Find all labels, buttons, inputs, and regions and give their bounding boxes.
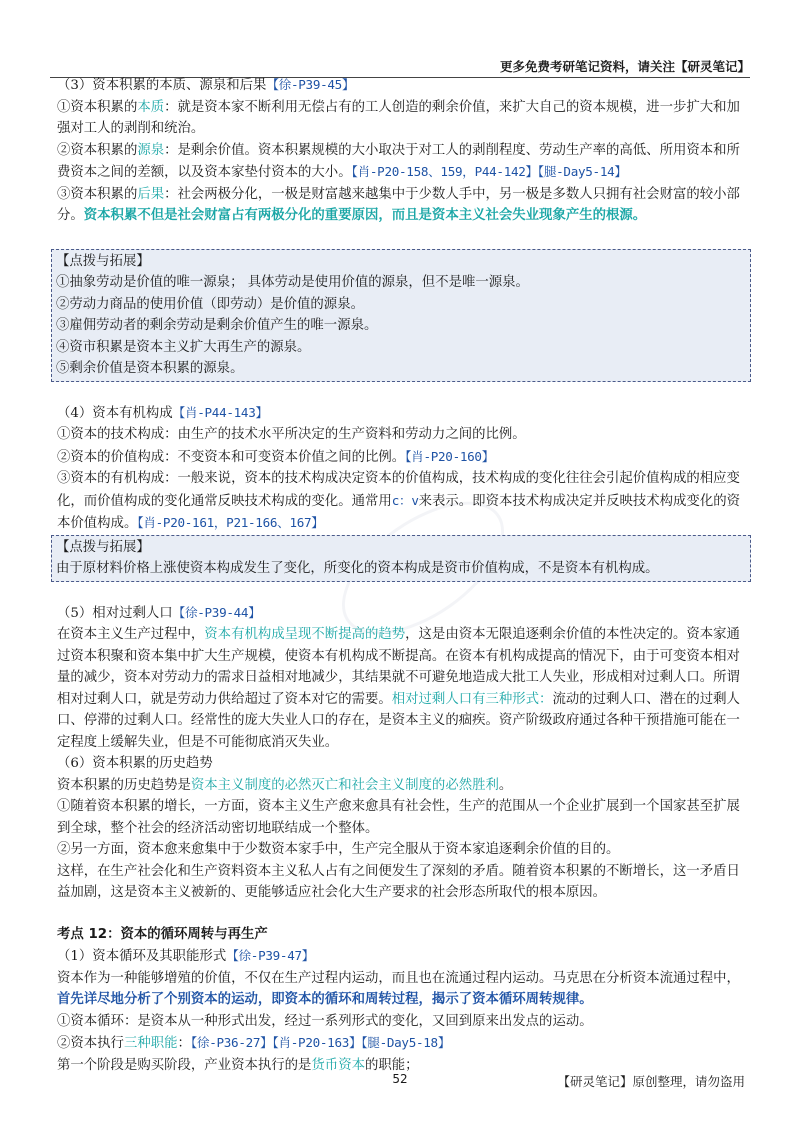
ref-tag: 【肖-P44-143】 [172, 404, 268, 420]
tip-item: 由于原材料价格上涨使资本构成发生了变化，所变化的资本构成是资市价值构成，不是资本有机构成。 [56, 561, 659, 576]
sec6-para-2: ②另一方面，资本愈来愈集中于少数资本家手中，生产完全服从于资本家追逐剩余价值的目的。 [57, 842, 620, 857]
ref-tag: 【肖-P20-158、159，P44-142】【腿-Day5-14】 [351, 164, 627, 179]
kp12-para-4: 第一个阶段是购买阶段，产业资本执行的是货币资本的职能； [57, 1057, 419, 1073]
ref-tag: 【徐-P39-45】 [266, 77, 355, 92]
sec6-title: （6）资本积累的历史趋势 [57, 756, 213, 771]
tip-item: ③雇佣劳动者的剩余劳动是剩余价值产生的唯一源泉。 [56, 318, 378, 333]
sec4-para-technical: ①资本的技术构成：由生产的技术水平所决定的生产资料和劳动力之间的比例。 [57, 427, 526, 442]
kp12-title: 考点 12：资本的循环周转与再生产 [57, 926, 268, 942]
sec4-title: （4）资本有机构成【肖-P44-143】 [57, 404, 268, 421]
tip-box-title: 【点拨与拓展】 [56, 539, 150, 555]
formula: c：v [391, 492, 419, 508]
sec5-title: （5）相对过剩人口【徐-P39-44】 [57, 604, 261, 621]
page-header: 更多免费考研笔记资料，请关注【研灵笔记】 [50, 57, 750, 78]
ref-tag: 【肖-P20-160】 [405, 448, 494, 464]
kp12-para-3: ②资本执行三种职能：【徐-P36-27】【肖-P20-163】【腿-Day5-18】 [57, 1035, 451, 1051]
page-number: 52 [392, 1072, 408, 1086]
ref-tag: 【徐-P36-27】【肖-P20-163】【腿-Day5-18】 [190, 1035, 451, 1050]
tip-box-title: 【点拨与拓展】 [56, 253, 150, 269]
ref-tag: 【肖-P20-161，P21-166、167】 [137, 515, 324, 530]
sec3-para-source: ②资本积累的源泉：是剩余价值。资本积累规模的大小取决于对工人的剥削程度、劳动生产率的高低、所用资本和所费资本之间的差额，以及资本家垫付资本的大小。【肖-P20-158、159，P44-142】【腿-Day5-14】 [57, 142, 740, 180]
document-body [57, 74, 745, 1076]
footer-note: 【研灵笔记】原创整理，请勿盗用 [557, 1074, 745, 1089]
sec6-para-3: 这样，在生产社会化和生产资料资本主义私人占有之间便发生了深刻的矛盾。随着资本积累的不断增长，这一矛盾日益加剧，这是资本主义被新的、更能够适应社会化大生产要求的社会形态所取代的根本原因。 [57, 863, 740, 900]
sec3-title: （3）资本积累的本质、源泉和后果【徐-P39-45】 [57, 77, 355, 93]
kp12-para-1: 资本作为一种能够增殖的价值，不仅在生产过程内运动，而且也在流通过程内运动。马克思在分析资本流通过程中，首先详尽地分析了个别资本的运动，即资本的循环和周转过程，揭示了资本循环周转规律。 [57, 970, 740, 1007]
tip-item: ④资市积累是资本主义扩大再生产的源泉。 [56, 339, 311, 355]
sec4-para-value: ②资本的价值构成：不变资本和可变资本价值之间的比例。【肖-P20-160】 [57, 448, 494, 465]
sec5-para: 在资本主义生产过程中，资本有机构成呈现不断提高的趋势，这是由资本无限追逐剩余价值的本性决定的。资本家通过资本积聚和资本集中扩大生产规模，使资本有机构成不断提高。在资本有机构成提高的情况下，由于可变资本相对量的减少，资本对劳动力的需求日益相对地减少，其结果就不可避免地造成大批工人失业，形成相对过剩人口。所谓相对过剩人口，就是劳动力供给超过了资本对它的需要。相对过剩人口有三种形式：流动的过剩人口、潜在的过剩人口、停滞的过剩人口。经常性的庞大失业人口的存在，是资本主义的痼疾。资产阶级政府通过各种干预措施可能在一定程度上缓解失业，但是不可能彻底消灭失业。 [57, 627, 740, 750]
sec3-para-consequence: ③资本积累的后果：社会两极分化，一极是财富越来越集中于少数人手中，另一极是多数人只拥有社会财富的较小部分。资本积累不但是社会财富占有两极分化的重要原因，而且是资本主义社会失业现象产生的根源。 [57, 186, 740, 223]
sec6-para-trend: 资本积累的历史趋势是资本主义制度的必然灭亡和社会主义制度的必然胜利。 [57, 777, 513, 793]
sec4-para-organic: ③资本的有机构成：一般来说，资本的技术构成决定资本的价值构成，技术构成的变化往往会引起价值构成的相应变化，而价值构成的变化通常反映技术构成的变化。通常用c：v来表示。即资本技术构成决定并反映技术构成变化的资本价值构成。【肖-P20-161，P21-166、167】 [57, 471, 740, 531]
kp12-sub1-title: （1）资本循环及其职能形式【徐-P39-47】 [57, 948, 315, 964]
ref-tag: 【徐-P39-44】 [172, 604, 261, 620]
tip-item: ①抽象劳动是价值的唯一源泉； 具体劳动是使用价值的源泉，但不是唯一源泉。 [56, 275, 529, 290]
tip-item: ②劳动力商品的使用价值（即劳动）是价值的源泉。 [56, 296, 364, 312]
sec3-para-essence: ①资本积累的本质：就是资本家不断利用无偿占有的工人创造的剩余价值，来扩大自己的资本规模，进一步扩大和加强对工人的剥削和统治。 [57, 99, 740, 136]
ref-tag: 【徐-P39-47】 [226, 948, 315, 963]
kp12-para-2: ①资本循环：是资本从一种形式出发，经过一系列形式的变化，又回到原来出发点的运动。 [57, 1013, 593, 1029]
tip-box-2 [51, 535, 751, 582]
tip-item: ⑤剩余价值是资本积累的源泉。 [56, 361, 244, 376]
sec6-para-1: ①随着资本积累的增长，一方面，资本主义生产愈来愈具有社会性，生产的范围从一个企业扩展到一个国家甚至扩展到全球，整个社会的经济活动密切地联结成一个整体。 [57, 799, 740, 836]
tip-box-1 [51, 249, 751, 382]
